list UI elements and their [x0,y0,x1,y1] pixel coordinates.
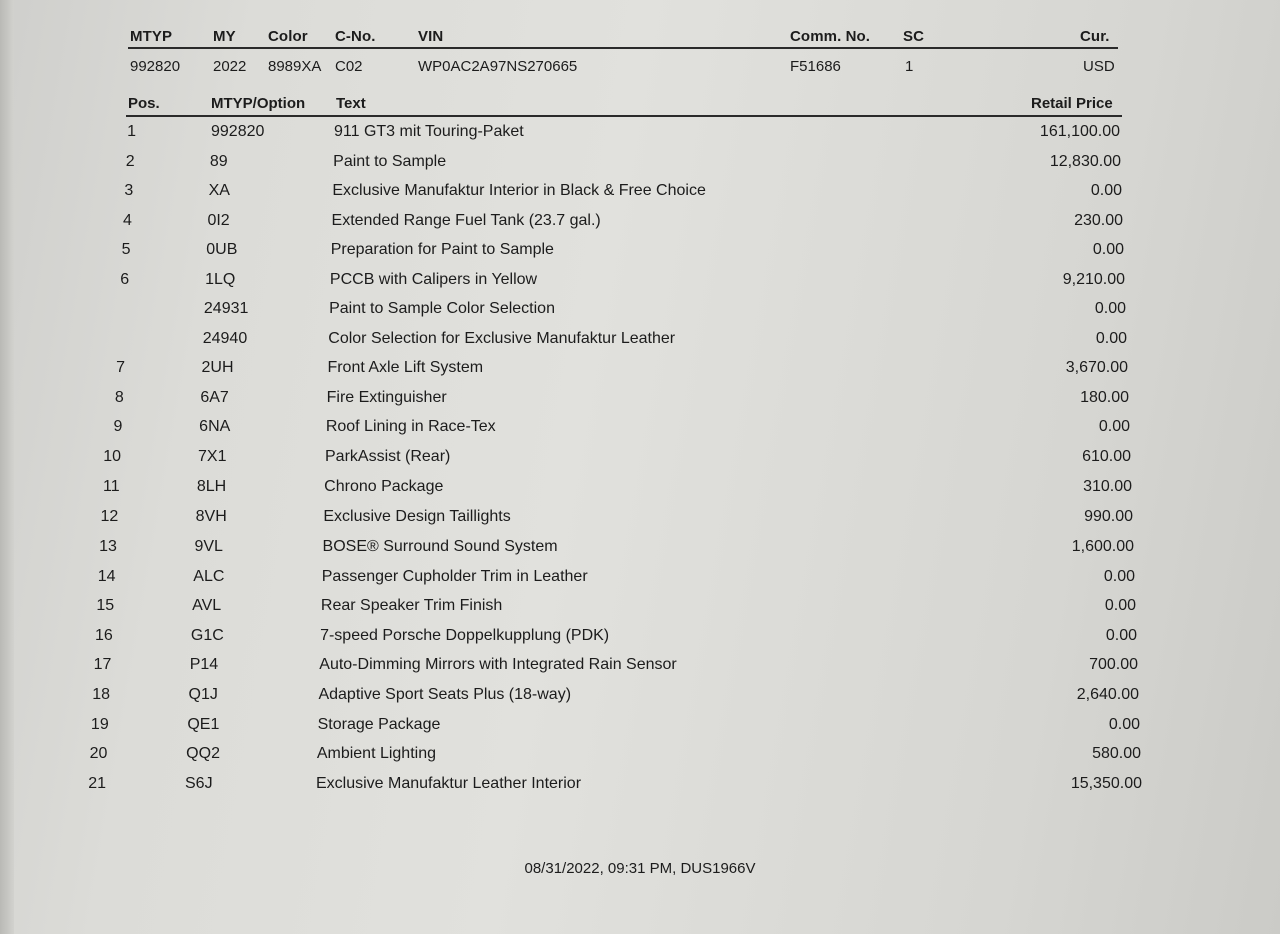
column-header-pos: Pos. [128,95,160,112]
row-pos: 20 [89,745,108,763]
table-row [0,300,1280,326]
row-description: Passenger Cupholder Trim in Leather [321,567,588,585]
header-value-my: 2022 [213,58,247,75]
row-option-code: QE1 [187,715,220,733]
header-label-comm-no: Comm. No. [790,28,871,45]
row-pos: 2 [125,152,135,170]
table-row [0,123,1280,149]
header-value-comm-no: F51686 [790,58,841,75]
row-price: 12,830.00 [1049,152,1121,170]
row-pos: 12 [100,508,119,526]
column-header-text: Text [336,95,366,112]
row-option-code: 0UB [206,241,238,259]
header-value-mtyp: 992820 [130,58,181,75]
row-option-code: 992820 [211,123,265,140]
header-label-sc: SC [903,28,925,45]
table-row [0,686,1280,712]
row-description: Paint to Sample Color Selection [329,300,555,318]
header-label-my: MY [213,28,236,45]
table-row [0,212,1280,238]
row-option-code: 0I2 [207,211,230,229]
table-row [0,478,1280,504]
row-option-code: G1C [190,626,224,644]
header-value-cur: USD [1083,58,1115,75]
row-pos: 18 [92,686,111,704]
row-price: 0.00 [1095,329,1127,347]
row-pos: 7 [116,359,126,377]
row-price: 0.00 [1104,597,1136,615]
row-description: Roof Lining in Race-Tex [325,418,496,436]
row-description: Storage Package [317,715,441,733]
row-pos: 19 [90,715,109,733]
row-price: 990.00 [1084,508,1133,526]
row-price: 700.00 [1089,656,1138,674]
table-row [0,359,1280,385]
header-value-sc: 1 [905,58,914,75]
table-row [0,508,1280,534]
row-pos: 13 [99,537,117,555]
row-description: ParkAssist (Rear) [325,448,451,465]
row-option-code: 1LQ [205,270,236,288]
row-pos: 3 [124,182,134,200]
table-row [0,538,1280,564]
row-price: 580.00 [1092,745,1141,763]
row-description: Color Selection for Exclusive Manufaktur Leather [328,329,676,347]
table-row [0,656,1280,682]
row-pos: 10 [103,448,121,465]
row-description: Preparation for Paint to Sample [330,241,554,259]
row-option-code: S6J [185,775,213,792]
row-option-code: 2UH [201,359,234,377]
row-description: Auto-Dimming Mirrors with Integrated Rain Sensor [319,656,677,674]
row-pos: 14 [97,567,116,585]
header-label-mtyp: MTYP [130,28,173,45]
row-pos: 5 [121,241,131,259]
row-option-code: 6NA [199,418,231,436]
table-row [0,448,1280,474]
table-row [0,241,1280,267]
row-pos: 16 [95,626,113,644]
row-pos: 21 [88,775,106,792]
row-description: 911 GT3 mit Touring-Paket [334,123,524,140]
row-price: 15,350.00 [1070,775,1142,792]
row-price: 310.00 [1083,477,1132,495]
column-header-option: MTYP/Option [211,95,306,112]
row-option-code: XA [208,182,230,200]
header-label-cno: C-No. [335,28,376,45]
row-pos: 15 [96,597,115,615]
row-price: 0.00 [1094,300,1126,318]
row-description: Chrono Package [324,477,444,495]
table-row [0,627,1280,653]
row-option-code: QQ2 [186,745,220,763]
table-row [0,271,1280,297]
row-option-code: 89 [209,152,228,170]
row-pos: 1 [127,123,136,140]
row-option-code: 6A7 [200,388,229,406]
row-price: 610.00 [1082,448,1131,465]
row-price: 230.00 [1074,211,1123,229]
row-price: 180.00 [1080,388,1129,406]
row-option-code: ALC [193,567,225,585]
row-description: BOSE® Surround Sound System [322,537,558,555]
row-description: PCCB with Calipers in Yellow [329,270,538,288]
row-option-code: AVL [192,597,222,615]
row-option-code: Q1J [188,686,218,704]
row-price: 2,640.00 [1076,686,1139,704]
row-option-code: 9VL [194,537,223,555]
row-description: Exclusive Manufaktur Interior in Black & Free Choice [332,182,706,200]
row-option-code: 8LH [196,477,227,495]
header-rule [128,47,1118,49]
table-row [0,597,1280,623]
table-row [0,716,1280,742]
row-pos: 4 [123,211,132,229]
row-description: Exclusive Manufaktur Leather Interior [316,775,582,792]
row-price: 9,210.00 [1062,270,1125,288]
table-header-rule [126,115,1122,117]
row-price: 0.00 [1103,567,1135,585]
header-label-vin: VIN [418,28,444,45]
header-label-cur: Cur. [1080,28,1110,45]
row-description: Extended Range Fuel Tank (23.7 gal.) [331,211,601,229]
table-row [0,330,1280,356]
header-value-cno: C02 [335,58,363,75]
header-value-color: 8989XA [268,58,322,75]
row-option-code: P14 [189,656,219,674]
print-timestamp: 08/31/2022, 09:31 PM, DUS1966V [524,860,756,877]
row-price: 1,600.00 [1071,537,1134,555]
row-pos: 17 [93,656,112,674]
row-description: Adaptive Sport Seats Plus (18-way) [318,686,572,704]
row-pos: 9 [113,418,123,436]
row-description: Paint to Sample [333,152,447,170]
row-price: 161,100.00 [1039,123,1120,140]
row-description: 7-speed Porsche Doppelkupplung (PDK) [320,626,610,644]
row-price: 0.00 [1098,418,1130,436]
table-row [0,745,1280,771]
row-description: Rear Speaker Trim Finish [320,597,503,615]
row-price: 0.00 [1092,241,1124,259]
row-pos: 6 [120,270,130,288]
row-description: Exclusive Design Taillights [323,508,511,526]
table-row [0,389,1280,415]
row-price: 0.00 [1105,626,1137,644]
row-price: 0.00 [1090,182,1122,200]
table-row [0,418,1280,444]
row-option-code: 8VH [195,508,227,526]
row-description: Ambient Lighting [316,745,436,763]
column-header-price: Retail Price [1031,95,1113,112]
header-value-vin: WP0AC2A97NS270665 [418,58,578,75]
table-row [0,775,1280,801]
row-pos: 8 [114,388,124,406]
row-option-code: 24931 [203,300,249,318]
row-option-code: 24940 [202,329,248,347]
row-pos: 11 [103,477,120,495]
header-label-color: Color [268,28,308,45]
table-row [0,153,1280,179]
table-row [0,182,1280,208]
row-option-code: 7X1 [198,448,227,465]
row-description: Fire Extinguisher [326,388,447,406]
row-price: 3,670.00 [1065,359,1128,377]
row-price: 0.00 [1108,715,1140,733]
table-row [0,568,1280,594]
row-description: Front Axle Lift System [327,359,484,377]
